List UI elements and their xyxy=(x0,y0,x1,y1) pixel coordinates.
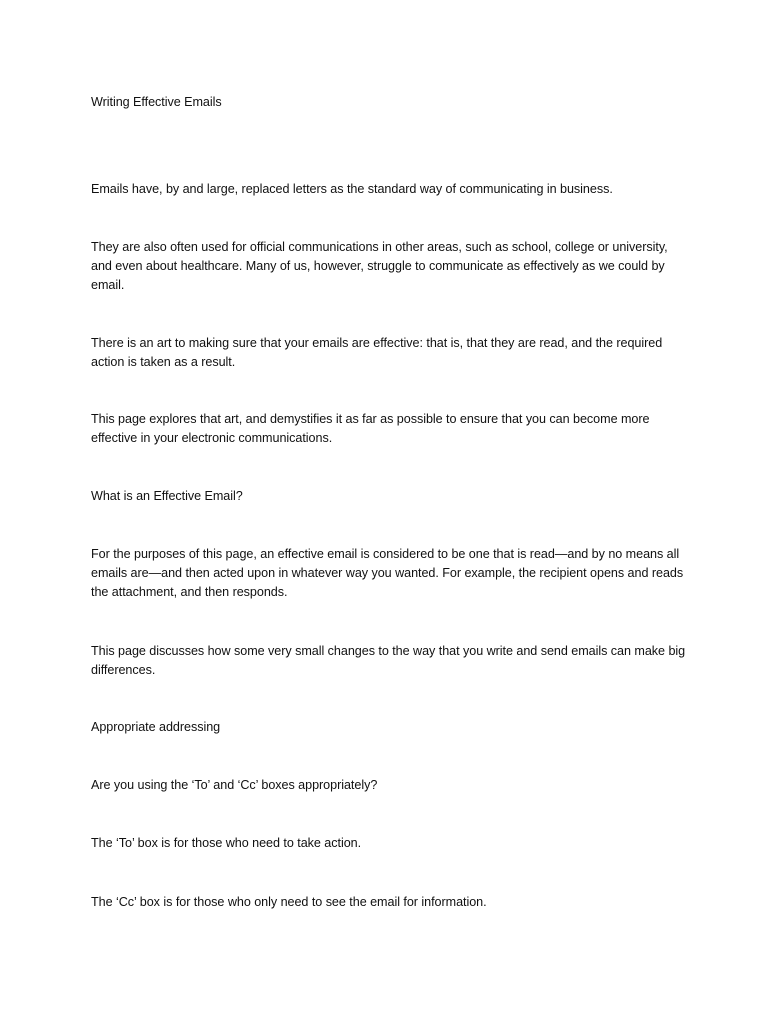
paragraph-small-changes: This page discusses how some very small changes to the way that you write and send emails can make big differences. xyxy=(91,644,686,677)
paragraph-to-cc-question: Are you using the ‘To’ and ‘Cc’ boxes appropriately? xyxy=(91,778,378,792)
paragraph-intro: Emails have, by and large, replaced letters as the standard way of communicating in business. xyxy=(91,182,613,196)
document-title: Writing Effective Emails xyxy=(91,95,222,109)
paragraph-to-box: The ‘To’ box is for those who need to take action. xyxy=(91,836,362,850)
section-heading-appropriate-addressing: Appropriate addressing xyxy=(91,720,221,734)
paragraph-official-communications: They are also often used for official communications in other areas, such as school, college or university, and even about healthcare. Many of us, however, struggle to communicate as effectively as we could by email. xyxy=(91,240,668,292)
paragraph-page-explores: This page explores that art, and demystifies it as far as possible to ensure that you can become more effective in your electronic communications. xyxy=(91,412,650,445)
paragraph-art-of-effective-emails: There is an art to making sure that your emails are effective: that is, that they are read, and the required action is taken as a result. xyxy=(91,336,663,369)
section-heading-effective-email: What is an Effective Email? xyxy=(91,489,243,503)
paragraph-cc-box: The ‘Cc’ box is for those who only need to see the email for information. xyxy=(91,895,487,909)
paragraph-definition: For the purposes of this page, an effective email is considered to be one that is read—and by no means all emails are—and then acted upon in whatever way you wanted. For example, the recipient opens and reads the attachment, and then responds. xyxy=(91,547,684,599)
